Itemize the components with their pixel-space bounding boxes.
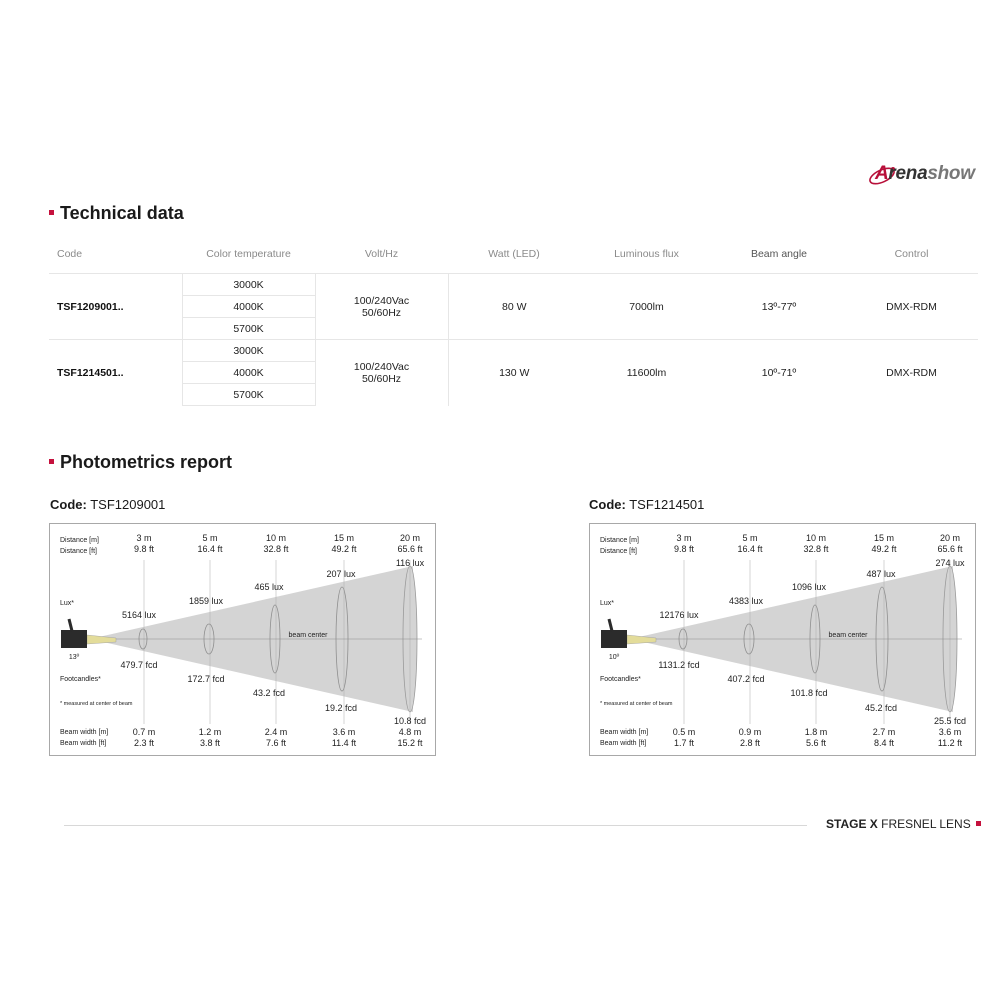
width-ft-value: 2.8 ft — [739, 738, 761, 748]
lux-value: 5164 lux — [121, 610, 157, 620]
fcd-value: 479.7 fcd — [120, 660, 158, 670]
distance-ft-value: 16.4 ft — [197, 544, 223, 554]
width-ft-label: Beam width [ft] — [60, 740, 107, 747]
distance-m-value: 15 m — [333, 533, 355, 543]
distance-m-value: 15 m — [873, 533, 895, 543]
lux-value: 12176 lux — [659, 610, 699, 620]
header-luminous-flux: Luminous flux — [614, 248, 679, 260]
width-m-value: 0.5 m — [672, 727, 696, 737]
diagram-svg — [590, 524, 977, 757]
distance-ft-value: 32.8 ft — [803, 544, 829, 554]
lux-value: 4383 lux — [728, 596, 764, 606]
fixture-icon — [601, 619, 656, 648]
control-cell: DMX-RDM — [845, 274, 978, 340]
header-beam-angle: Beam angle — [750, 248, 808, 260]
lux-value: 465 lux — [254, 582, 284, 592]
title-bullet-icon — [49, 459, 54, 464]
width-ft-value: 3.8 ft — [199, 738, 221, 748]
table-row — [49, 340, 978, 362]
fcd-value: 1131.2 fcd — [658, 660, 700, 670]
diagram-code-label-2: Code: TSF1214501 — [589, 497, 705, 512]
fcd-value: 25.5 fcd — [933, 716, 967, 726]
photometrics-title: Photometrics report — [49, 452, 232, 473]
watt-cell: 130 W — [448, 340, 580, 406]
lux-label: Lux* — [600, 600, 615, 607]
footer-label: STAGE X FRESNEL LENS — [826, 817, 981, 831]
measured-note: * measured at center of beam — [600, 701, 673, 707]
footer-bullet-icon — [976, 821, 981, 826]
flux-cell: 11600lm — [580, 340, 713, 406]
fcd-value: 43.2 fcd — [252, 688, 286, 698]
color-temp-cell: 3000K — [182, 274, 315, 296]
distance-m-value: 5 m — [742, 533, 758, 543]
color-temp-cell: 3000K — [182, 340, 315, 362]
distance-ft-label: Distance [ft] — [60, 548, 97, 555]
distance-m-value: 10 m — [805, 533, 827, 543]
width-ft-value: 11.4 ft — [331, 738, 357, 748]
distance-ft-value: 65.6 ft — [397, 544, 423, 554]
width-m-value: 3.6 m — [332, 727, 356, 737]
beam-center-label: beam center — [288, 632, 328, 639]
width-ft-value: 8.4 ft — [873, 738, 895, 748]
fcd-value: 19.2 fcd — [324, 703, 358, 713]
fixture-yoke — [69, 619, 72, 631]
distance-ft-value: 65.6 ft — [937, 544, 963, 554]
distance-ft-value: 32.8 ft — [263, 544, 289, 554]
width-ft-value: 15.2 ft — [397, 738, 423, 748]
fixture-body — [601, 630, 627, 648]
width-m-label: Beam width [m] — [600, 729, 649, 736]
distance-m-value: 5 m — [202, 533, 218, 543]
width-m-value: 2.7 m — [872, 727, 896, 737]
width-ft-value: 2.3 ft — [133, 738, 155, 748]
row-code: TSF1214501.. — [49, 340, 182, 406]
distance-ft-value: 49.2 ft — [871, 544, 897, 554]
width-m-value: 1.8 m — [804, 727, 828, 737]
lux-label: Lux* — [60, 600, 75, 607]
color-temp-cell: 5700K — [182, 318, 315, 340]
color-temp-cell: 4000K — [182, 362, 315, 384]
diagram-code-label-1: Code: TSF1209001 — [50, 497, 166, 512]
control-cell: DMX-RDM — [845, 340, 978, 406]
beam-center-label: beam center — [828, 632, 868, 639]
logo-wordmark: Arenashow — [875, 163, 975, 184]
width-ft-value: 7.6 ft — [265, 738, 287, 748]
footer-divider — [64, 825, 807, 826]
lux-value: 1096 lux — [791, 582, 827, 592]
header-watt: Watt (LED) — [488, 248, 540, 260]
fcd-value: 172.7 fcd — [187, 674, 225, 684]
header-code: Code — [57, 248, 83, 260]
width-m-value: 2.4 m — [264, 727, 288, 737]
table-row — [49, 274, 978, 296]
width-m-value: 0.9 m — [738, 727, 762, 737]
lux-value: 274 lux — [935, 558, 965, 568]
width-ft-label: Beam width [ft] — [600, 740, 647, 747]
color-temp-cell: 4000K — [182, 296, 315, 318]
header-color-temperature: Color temperature — [206, 248, 291, 260]
arenashow-logo — [866, 163, 981, 189]
fixture-icon — [61, 619, 116, 648]
distance-m-value: 3 m — [676, 533, 692, 543]
row-code: TSF1209001.. — [49, 274, 182, 340]
photometric-diagram-1 — [49, 523, 436, 756]
header-volt-hz: Volt/Hz — [364, 248, 399, 260]
distance-m-label: Distance [m] — [600, 537, 639, 544]
fcd-value: 10.8 fcd — [393, 716, 427, 726]
watt-cell: 80 W — [448, 274, 580, 340]
distance-ft-value: 49.2 ft — [331, 544, 357, 554]
beam-angle-label: 13º — [68, 654, 80, 661]
footcandles-label: Footcandles* — [600, 676, 641, 683]
color-temp-cell: 5700K — [182, 384, 315, 406]
distance-m-value: 20 m — [939, 533, 961, 543]
volt-cell: 100/240Vac 50/60Hz — [315, 340, 448, 406]
table-header-row — [49, 235, 978, 274]
width-m-value: 0.7 m — [132, 727, 156, 737]
width-ft-value: 5.6 ft — [805, 738, 827, 748]
distance-m-label: Distance [m] — [60, 537, 99, 544]
technical-data-title: Technical data — [49, 203, 184, 224]
lux-value: 487 lux — [866, 569, 896, 579]
photometric-diagram-2 — [589, 523, 976, 756]
footcandles-label: Footcandles* — [60, 676, 101, 683]
diagram-svg — [50, 524, 437, 757]
distance-m-value: 3 m — [136, 533, 152, 543]
width-m-value: 3.6 m — [938, 727, 962, 737]
distance-ft-value: 9.8 ft — [673, 544, 695, 554]
technical-data-table — [49, 235, 978, 406]
distance-m-value: 20 m — [399, 533, 421, 543]
lux-value: 1859 lux — [188, 596, 224, 606]
distance-m-value: 10 m — [265, 533, 287, 543]
header-control: Control — [894, 248, 929, 260]
lux-value: 207 lux — [326, 569, 356, 579]
width-m-value: 4.8 m — [398, 727, 422, 737]
flux-cell: 7000lm — [580, 274, 713, 340]
width-m-label: Beam width [m] — [60, 729, 109, 736]
fcd-value: 407.2 fcd — [727, 674, 765, 684]
distance-ft-value: 16.4 ft — [737, 544, 763, 554]
fcd-value: 101.8 fcd — [790, 688, 828, 698]
width-m-value: 1.2 m — [198, 727, 222, 737]
width-ft-value: 11.2 ft — [937, 738, 963, 748]
fixture-yoke — [609, 619, 612, 631]
measured-note: * measured at center of beam — [60, 701, 133, 707]
fcd-value: 45.2 fcd — [864, 703, 898, 713]
distance-ft-label: Distance [ft] — [600, 548, 637, 555]
width-ft-value: 1.7 ft — [673, 738, 695, 748]
beam-angle-cell: 10º-71º — [713, 340, 845, 406]
title-bullet-icon — [49, 210, 54, 215]
distance-ft-value: 9.8 ft — [133, 544, 155, 554]
beam-angle-label: 10º — [608, 654, 620, 661]
fixture-body — [61, 630, 87, 648]
beam-angle-cell: 13º-77º — [713, 274, 845, 340]
volt-cell: 100/240Vac 50/60Hz — [315, 274, 448, 340]
lux-value: 116 lux — [395, 558, 425, 568]
